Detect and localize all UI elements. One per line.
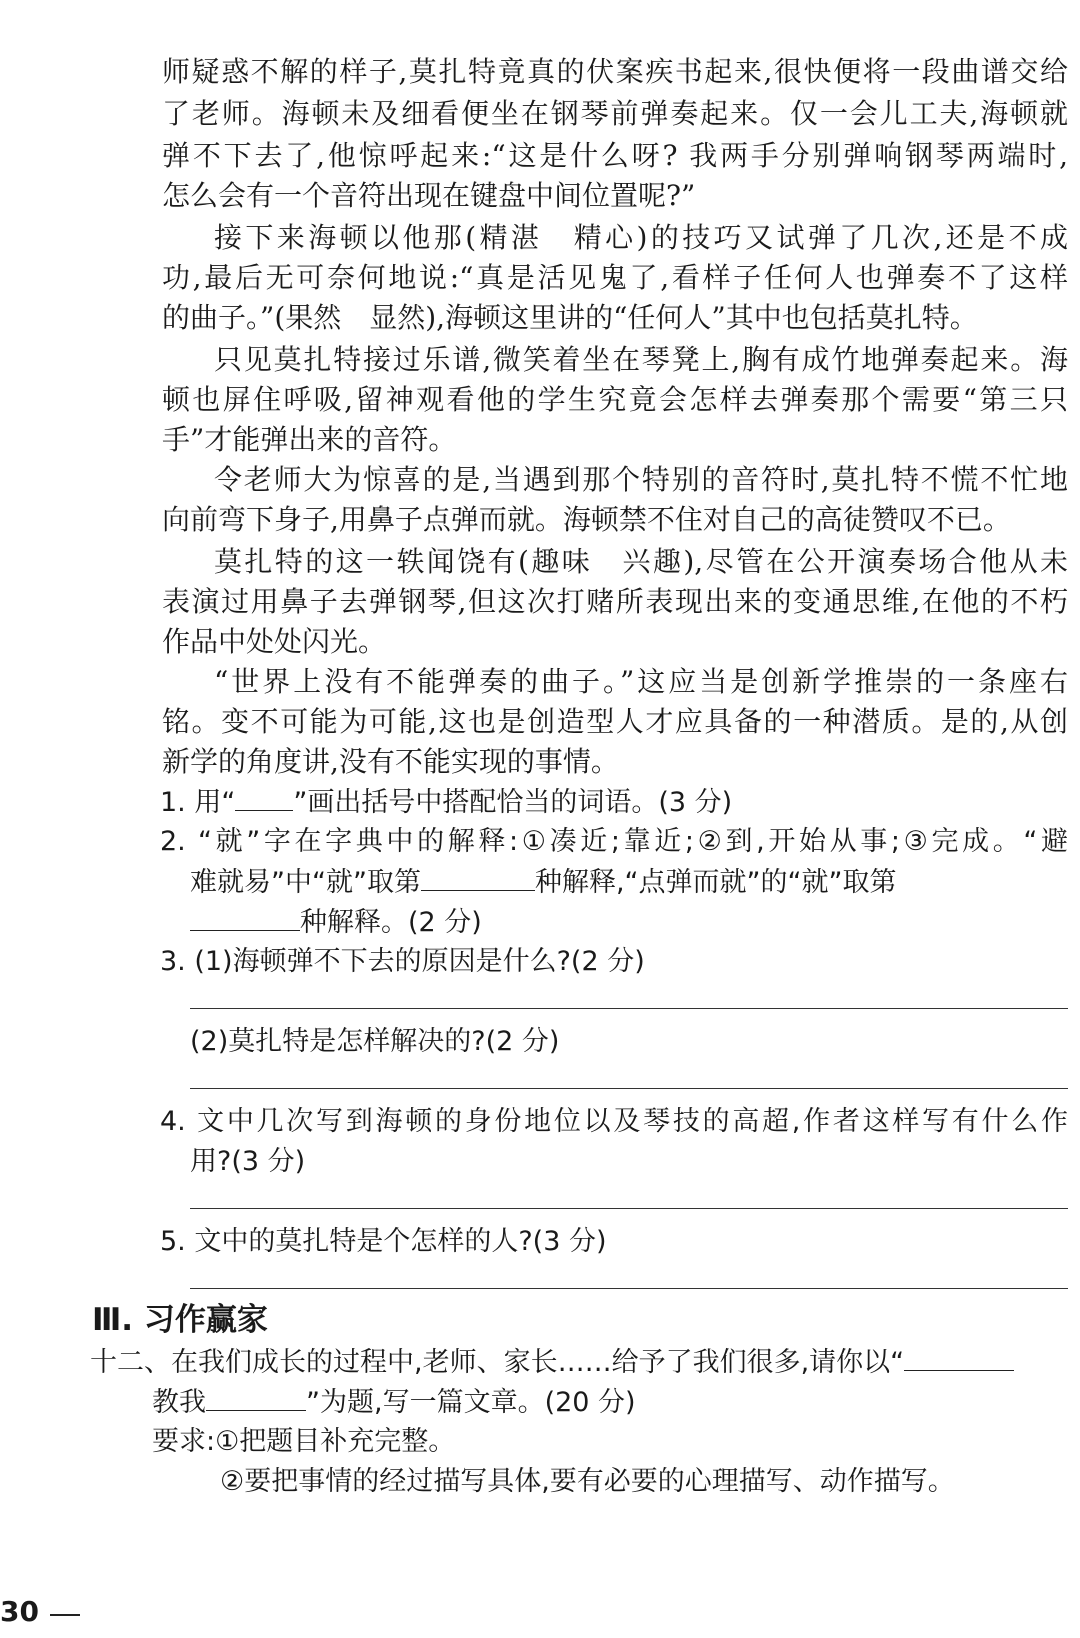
passage-line: 怎么会有一个音符出现在键盘中间位置呢?”	[162, 179, 696, 212]
passage-line: 作品中处处闪光。	[162, 625, 387, 658]
question-1-text-b: ”画出括号中搭配恰当的词语。(3 分)	[293, 787, 733, 818]
passage-line: 表演过用鼻子去弹钢琴,但这次打赌所表现出来的变通思维,在他的不朽	[162, 585, 1068, 618]
title-blank[interactable]	[206, 1382, 306, 1411]
passage-line: 接下来海顿以他那(精湛 精心)的技巧又试弹了几次,还是不成	[214, 221, 1068, 254]
question-2-line-2	[190, 862, 1068, 903]
question-2-line-1: 2. “就”字在字典中的解释:①凑近;靠近;②到,开始从事;③完成。“避	[160, 826, 1068, 857]
answer-line[interactable]	[190, 1208, 1068, 1209]
passage-line: 令老师大为惊喜的是,当遇到那个特别的音符时,莫扎特不慌不忙地	[214, 463, 1068, 496]
question-2-text-b: 种解释,“点弹而就”的“就”取第	[534, 867, 897, 898]
passage-line: 功,最后无可奈何地说:“真是活见鬼了,看样子任何人也弹奏不了这样	[162, 261, 1068, 294]
question-3-part-2: (2)莫扎特是怎样解决的?(2 分)	[190, 1026, 560, 1057]
passage-line: 手”才能弹出来的音符。	[162, 423, 457, 456]
passage-line: 顿也屏住呼吸,留神观看他的学生究竟会怎样去弹奏那个需要“第三只	[162, 383, 1068, 416]
passage-line: 弹不下去了,他惊呼起来:“这是什么呀? 我两手分别弹响钢琴两端时,	[162, 139, 1068, 172]
passage-line: 向前弯下身子,用鼻子点弹而就。海顿禁不住对自己的高徒赞叹不已。	[162, 503, 1011, 536]
passage-line: 师疑惑不解的样子,莫扎特竟真的伏案疾书起来,很快便将一段曲谱交给	[162, 55, 1068, 88]
answer-line[interactable]	[190, 1008, 1068, 1009]
writing-task-text-b: 教我	[152, 1387, 206, 1418]
question-1-text-a: 1. 用“	[160, 787, 236, 818]
answer-line[interactable]	[190, 1088, 1068, 1089]
question-4-line-2: 用?(3 分)	[190, 1146, 306, 1177]
requirement-1: 要求:①把题目补充完整。	[152, 1426, 456, 1457]
writing-task-line-1	[90, 1342, 1014, 1383]
question-2-text-a: 难就易”中“就”取第	[190, 867, 421, 898]
passage-line: 只见莫扎特接过乐谱,微笑着坐在琴凳上,胸有成竹地弹奏起来。海	[214, 343, 1068, 376]
title-blank[interactable]	[904, 1342, 1014, 1371]
passage-line: “世界上没有不能弹奏的曲子。”这应当是创新学推崇的一条座右	[214, 665, 1068, 698]
question-3-part-1: 3. (1)海顿弹不下去的原因是什么?(2 分)	[160, 946, 645, 977]
passage-line: 铭。变不可能为可能,这也是创造型人才应具备的一种潜质。是的,从创	[162, 705, 1068, 738]
writing-task-text-a: 十二、在我们成长的过程中,老师、家长……给予了我们很多,请你以“	[90, 1347, 905, 1378]
question-2-line-3	[190, 902, 1068, 943]
page-number: 30	[0, 1595, 39, 1628]
passage-line: 新学的角度讲,没有不能实现的事情。	[162, 745, 619, 778]
requirement-2: ②要把事情的经过描写具体,要有必要的心理描写、动作描写。	[220, 1466, 955, 1497]
question-1	[160, 782, 1068, 823]
section-title: Ⅲ. 习作赢家	[92, 1302, 268, 1338]
answer-blank[interactable]	[421, 862, 535, 891]
passage-line: 的曲子。”(果然 显然),海顿这里讲的“任何人”其中也包括莫扎特。	[162, 301, 978, 334]
writing-task-text-c: ”为题,写一篇文章。(20 分)	[306, 1387, 636, 1418]
passage-line: 莫扎特的这一轶闻饶有(趣味 兴趣),尽管在公开演奏场合他从未	[214, 545, 1068, 578]
question-5: 5. 文中的莫扎特是个怎样的人?(3 分)	[160, 1226, 607, 1257]
page-number-dash	[50, 1614, 80, 1616]
answer-line[interactable]	[190, 1288, 1068, 1289]
passage-line: 了老师。海顿未及细看便坐在钢琴前弹奏起来。仅一会儿工夫,海顿就	[162, 97, 1068, 130]
answer-blank[interactable]	[190, 902, 300, 931]
writing-task-line-2	[152, 1382, 636, 1423]
answer-blank[interactable]	[235, 782, 293, 811]
question-4-line-1: 4. 文中几次写到海顿的身份地位以及琴技的高超,作者这样写有什么作	[160, 1106, 1068, 1137]
question-2-text-c: 种解释。(2 分)	[300, 907, 482, 938]
